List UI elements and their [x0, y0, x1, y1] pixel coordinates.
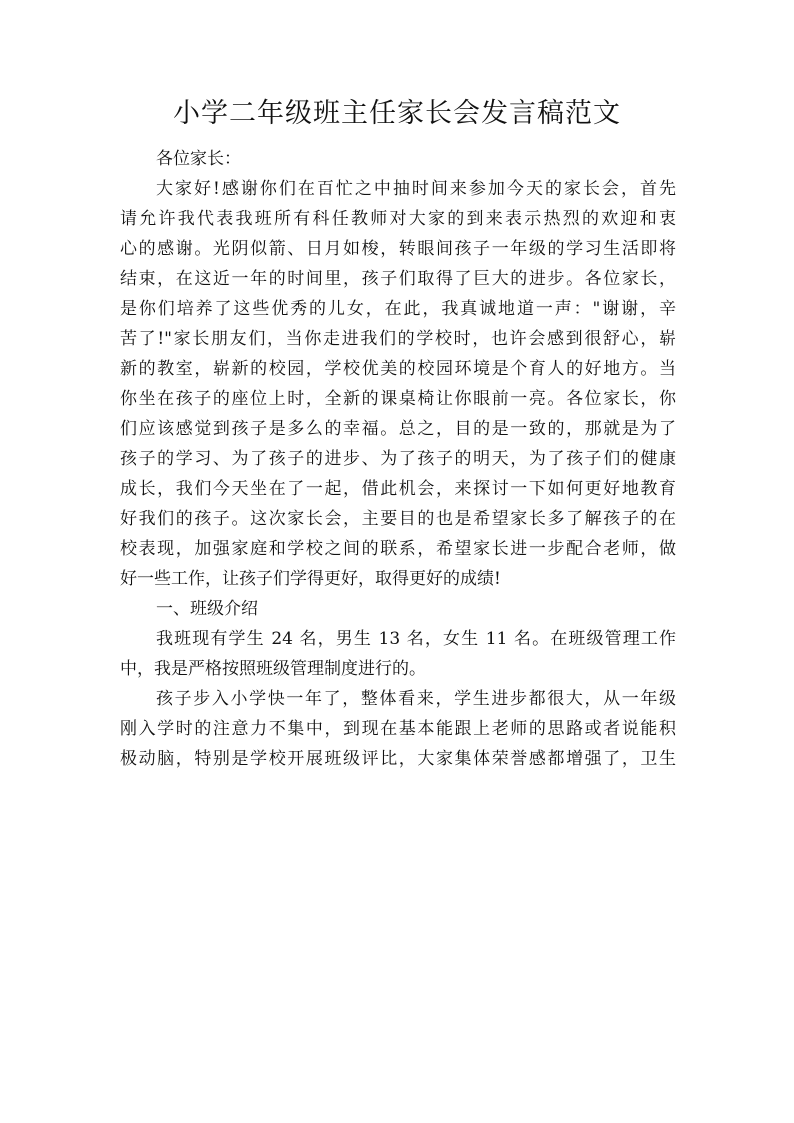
body-line: 一、班级介绍 [156, 599, 258, 619]
body-line: 各位家长： [156, 149, 241, 169]
body-line: 孩子的学习、为了孩子的进步、为了孩子的明天，为了孩子们的健康 [120, 449, 676, 469]
body-line: 大家好!感谢你们在百忙之中抽时间来参加今天的家长会，首先 [156, 179, 676, 199]
body-line: 极动脑，特别是学校开展班级评比，大家集体荣誉感都增强了，卫生 [120, 749, 676, 769]
body-line: 刚入学时的注意力不集中，到现在基本能跟上老师的思路或者说能积 [120, 719, 676, 739]
body-line: 你坐在孩子的座位上时，全新的课桌椅让你眼前一亮。各位家长，你 [120, 389, 676, 409]
body-line: 是你们培养了这些优秀的儿女，在此，我真诚地道一声："谢谢，辛 [120, 299, 676, 319]
body-line: 中，我是严格按照班级管理制度进行的。 [120, 659, 426, 679]
body-line: 好我们的孩子。这次家长会，主要目的也是希望家长多了解孩子的在 [120, 509, 676, 529]
body-line: 新的教室，崭新的校园，学校优美的校园环境是个育人的好地方。当 [120, 359, 676, 379]
body-line: 校表现，加强家庭和学校之间的联系，希望家长进一步配合老师，做 [120, 539, 676, 559]
body-line: 请允许我代表我班所有科任教师对大家的到来表示热烈的欢迎和衷 [120, 209, 676, 229]
body-line: 们应该感觉到孩子是多么的幸福。总之，目的是一致的，那就是为了 [120, 419, 676, 439]
body-line: 孩子步入小学快一年了，整体看来，学生进步都很大，从一年级 [156, 689, 676, 709]
body-line: 结束，在这近一年的时间里，孩子们取得了巨大的进步。各位家长， [120, 269, 676, 289]
document-body [120, 144, 676, 774]
document-title: 小学二年级班主任家长会发言稿范文 [173, 98, 621, 129]
body-line: 好一些工作，让孩子们学得更好，取得更好的成绩! [120, 569, 501, 589]
body-line: 我班现有学生 24 名，男生 13 名，女生 11 名。在班级管理工作 [156, 629, 676, 649]
body-line: 心的感谢。光阴似箭、日月如梭，转眼间孩子一年级的学习生活即将 [120, 239, 676, 259]
body-line: 苦了!"家长朋友们，当你走进我们的学校时，也许会感到很舒心，崭 [120, 329, 676, 349]
body-line: 成长，我们今天坐在了一起，借此机会，来探讨一下如何更好地教育 [120, 479, 676, 499]
